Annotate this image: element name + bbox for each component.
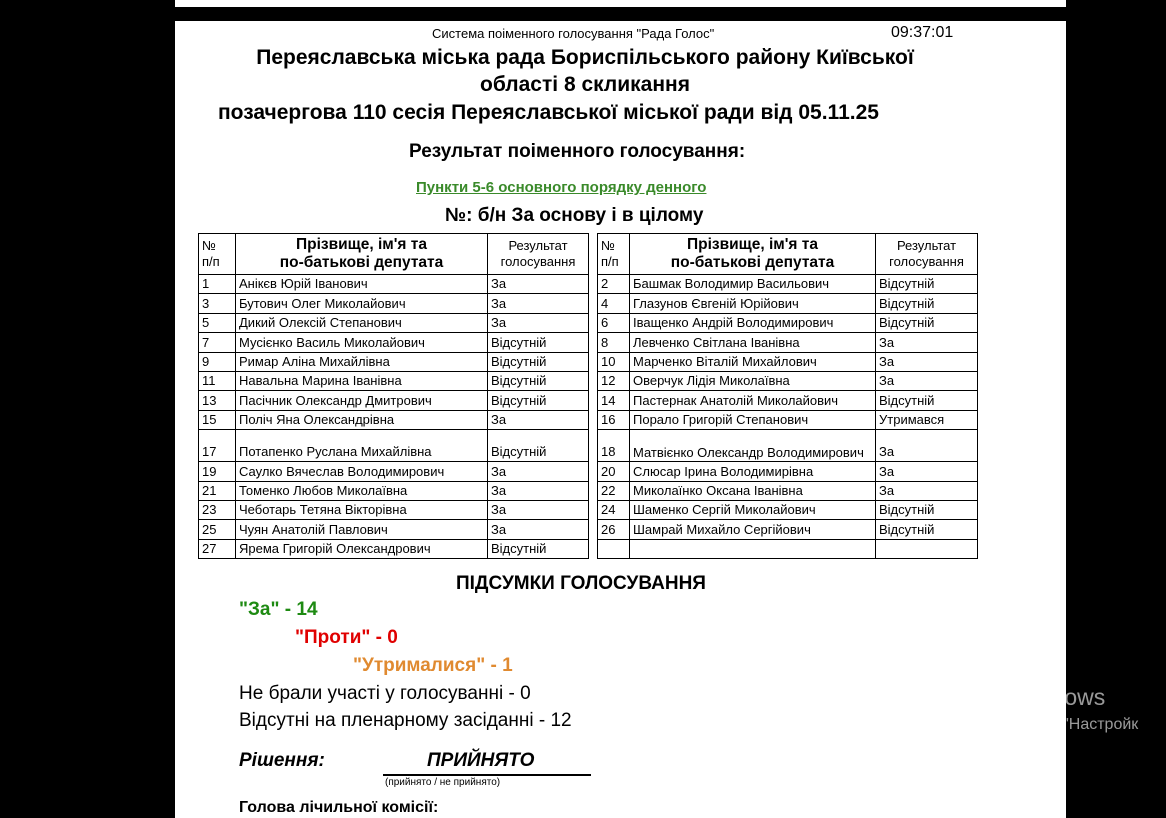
row-number: 21 [199,481,236,500]
row-number: 24 [598,500,630,519]
table-row [598,430,978,462]
vote-result: За [488,313,589,332]
row-number: 18 [598,430,630,462]
system-name: Система поіменного голосування "Рада Голос" [432,26,715,41]
vote-result: Відсутній [876,391,978,410]
deputy-name [630,539,876,558]
table-row [199,391,589,410]
table-row [598,410,978,429]
deputy-name: Мусієнко Василь Миколайович [236,333,488,352]
session-title: позачергова 110 сесія Переяславської міської ради від 05.11.25 [218,101,879,124]
table-row [598,371,978,390]
row-number: 6 [598,313,630,332]
vote-result: За [488,500,589,519]
votes-table-right [597,233,978,559]
deputy-name: Римар Аліна Михайлівна [236,352,488,371]
table-row [199,430,589,462]
table-row [598,333,978,352]
table-row [598,275,978,294]
col-num-header: № п/п [598,234,630,275]
col-name-header: Прізвище, ім'я та по-батькові депутата [630,234,876,275]
vote-result: За [488,520,589,539]
vote-result: За [876,462,978,481]
table-row [598,500,978,519]
deputy-name: Оверчук Лідія Миколаївна [630,371,876,390]
vote-result: За [876,352,978,371]
deputy-name: Саулко Вячеслав Володимирович [236,462,488,481]
vote-number: №: б/н За основу і в цілому [445,205,704,226]
vote-result: За [488,275,589,294]
vote-result: Відсутній [876,500,978,519]
vote-result: Відсутній [488,539,589,558]
vote-result: Утримався [876,410,978,429]
deputy-name: Дикий Олексій Степанович [236,313,488,332]
vote-result: Відсутній [876,313,978,332]
row-number: 13 [199,391,236,410]
row-number: 7 [199,333,236,352]
summary-title: ПІДСУМКИ ГОЛОСУВАННЯ [456,573,706,594]
time-stamp: 09:37:01 [891,24,954,41]
deputy-name: Слюсар Ірина Володимирівна [630,462,876,481]
deputy-name: Матвієнко Олександр Володимирович [630,430,876,462]
decision-underline [383,774,591,776]
deputy-name: Пасічник Олександр Дмитрович [236,391,488,410]
vote-result: За [488,462,589,481]
deputy-name: Шаменко Сергій Миколайович [630,500,876,519]
row-number: 19 [199,462,236,481]
table-row [199,410,589,429]
vote-result: За [876,333,978,352]
deputy-name: Пастернак Анатолій Миколайович [630,391,876,410]
deputy-name: Ярема Григорій Олександрович [236,539,488,558]
windows-activation-title: Активація Windows [901,684,1106,710]
row-number: 10 [598,352,630,371]
windows-activation-line1: Перейдіть до розділу "Настройк [901,716,1139,733]
table-row [598,294,978,313]
decision-note: (прийнято / не прийнято) [385,777,501,788]
table-row [598,352,978,371]
deputy-name: Іващенко Андрій Володимирович [630,313,876,332]
summary-ne-brali: Не брали участі у голосуванні - 0 [239,683,531,704]
col-num-header: № п/п [199,234,236,275]
summary-vidsutni: Відсутні на пленарному засіданні - 12 [239,710,572,731]
vote-result: Відсутній [488,352,589,371]
vote-result: За [876,371,978,390]
row-number: 22 [598,481,630,500]
deputy-name: Башмак Володимир Васильович [630,275,876,294]
deputy-name: Шамрай Михайло Сергійович [630,520,876,539]
row-number: 27 [199,539,236,558]
summary-utrymalysia: "Утрималися" - 1 [353,655,513,676]
deputy-name: Глазунов Євгеній Юрійович [630,294,876,313]
table-row [199,352,589,371]
decision-value: ПРИЙНЯТО [427,750,535,771]
deputy-name: Бутович Олег Миколайович [236,294,488,313]
deputy-name: Томенко Любов Миколаївна [236,481,488,500]
row-number: 2 [598,275,630,294]
row-number [598,539,630,558]
table-row [199,313,589,332]
vote-result [876,539,978,558]
table-row [598,313,978,332]
row-number: 9 [199,352,236,371]
row-number: 8 [598,333,630,352]
decision-label: Рішення: [239,750,325,771]
deputy-name: Анікєв Юрій Іванович [236,275,488,294]
row-number: 16 [598,410,630,429]
vote-result: Відсутній [876,520,978,539]
table-row [199,294,589,313]
table-row [199,371,589,390]
row-number: 15 [199,410,236,429]
council-title-line2: області 8 скликання [480,73,690,96]
vote-result: За [876,481,978,500]
deputy-name: Поліч Яна Олександрівна [236,410,488,429]
votes-table-left [198,233,589,559]
table-row [598,520,978,539]
deputy-name: Марченко Віталій Михайлович [630,352,876,371]
col-name-header: Прізвище, ім'я та по-батькові депутата [236,234,488,275]
vote-result: Відсутній [488,391,589,410]
vote-result: За [488,294,589,313]
deputy-name: Левченко Світлана Іванівна [630,333,876,352]
row-number: 26 [598,520,630,539]
deputy-name: Потапенко Руслана Михайлівна [236,430,488,462]
table-row [199,275,589,294]
table-row [199,462,589,481]
row-number: 4 [598,294,630,313]
table-row [598,481,978,500]
col-result-header: Результат голосування [876,234,978,275]
table-row [199,500,589,519]
windows-activation-line2: Windows. [901,741,971,758]
table-row [598,391,978,410]
row-number: 1 [199,275,236,294]
vote-result: Відсутній [488,371,589,390]
top-strip [175,0,1066,21]
vote-result: За [488,410,589,429]
row-number: 12 [598,371,630,390]
table-row [199,539,589,558]
row-number: 17 [199,430,236,462]
table-row [199,520,589,539]
row-number: 20 [598,462,630,481]
deputy-name: Чеботарь Тетяна Вікторівна [236,500,488,519]
row-number: 23 [199,500,236,519]
row-number: 3 [199,294,236,313]
vote-result: Відсутній [876,275,978,294]
row-number: 25 [199,520,236,539]
vote-result: Відсутній [488,430,589,462]
result-title: Результат поіменного голосування: [409,141,746,162]
summary-proty: "Проти" - 0 [295,627,398,648]
col-result-header: Результат голосування [488,234,589,275]
council-title-line1: Переяславська міська рада Бориспільського району Київської [256,46,914,69]
vote-result: Відсутній [876,294,978,313]
agenda-link[interactable]: Пункти 5-6 основного порядку денного [416,179,707,196]
deputy-name: Миколаїнко Оксана Іванівна [630,481,876,500]
deputy-name: Навальна Марина Іванівна [236,371,488,390]
vote-result: За [488,481,589,500]
row-number: 5 [199,313,236,332]
summary-za: "За" - 14 [239,599,318,620]
table-row [199,481,589,500]
vote-result: Відсутній [488,333,589,352]
row-number: 14 [598,391,630,410]
table-row [598,462,978,481]
row-number: 11 [199,371,236,390]
vote-result: За [876,430,978,462]
deputy-name: Чуян Анатолій Павлович [236,520,488,539]
deputy-name: Порало Григорій Степанович [630,410,876,429]
commission-head-label: Голова лічильної комісії: [239,799,439,816]
table-row [199,333,589,352]
table-row [598,539,978,558]
